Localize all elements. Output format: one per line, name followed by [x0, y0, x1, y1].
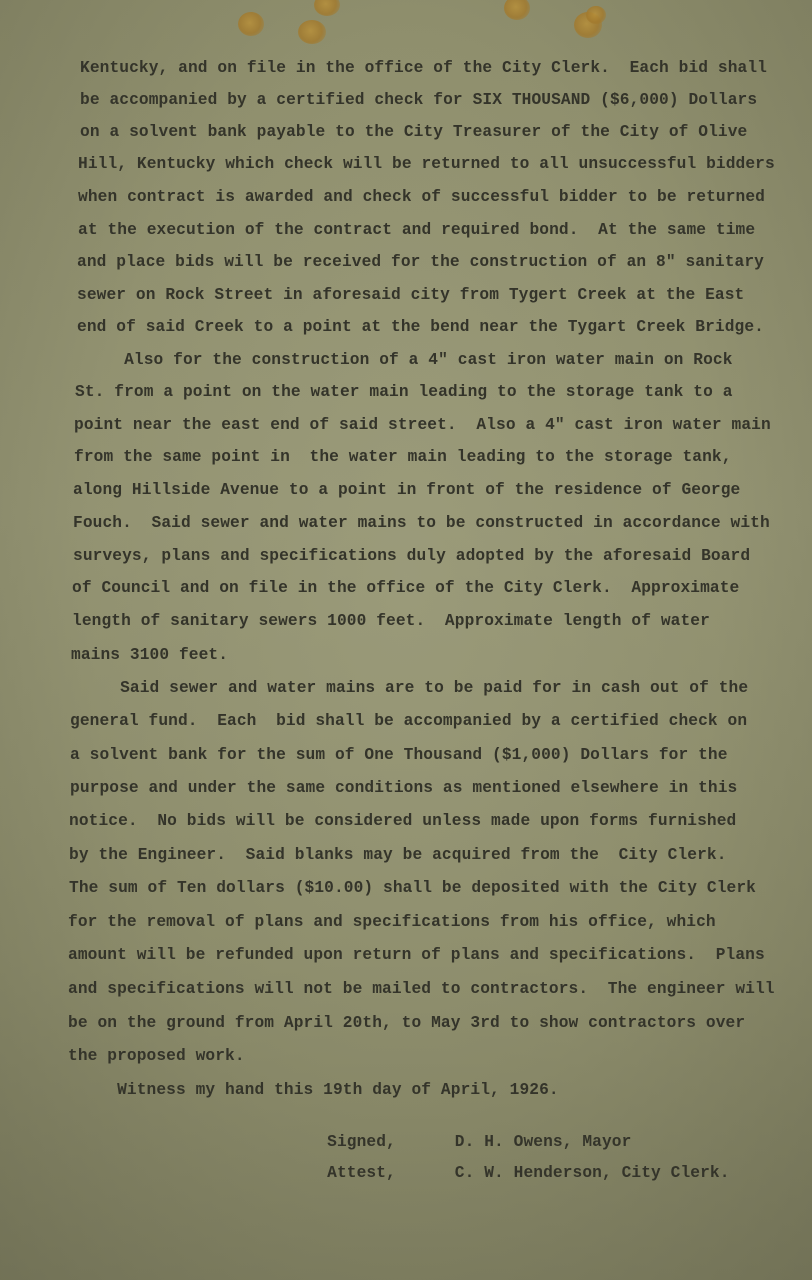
text-line: from the same point in the water main leading to the storage tank,	[74, 448, 732, 466]
text-line: of Council and on file in the office of the City Clerk. Approximate	[72, 579, 740, 597]
text-line: a solvent bank for the sum of One Thousand ($1,000) Dollars for the	[70, 746, 728, 764]
rust-stain	[298, 20, 326, 44]
text-line: when contract is awarded and check of successful bidder to be returned	[78, 188, 765, 206]
text-line: Kentucky, and on file in the office of the City Clerk. Each bid shall	[80, 59, 767, 77]
text-line: notice. No bids will be considered unless made upon forms furnished	[69, 812, 737, 830]
text-line: length of sanitary sewers 1000 feet. Approximate length of water	[72, 612, 710, 630]
text-line: for the removal of plans and specifications from his office, which	[68, 913, 716, 931]
text-line: Witness my hand this 19th day of April, 1926.	[68, 1081, 559, 1099]
text-line: and place bids will be received for the construction of an 8" sanitary	[77, 253, 764, 271]
text-line: at the execution of the contract and required bond. At the same time	[78, 221, 756, 239]
rust-stain	[314, 0, 340, 16]
text-line: The sum of Ten dollars ($10.00) shall be deposited with the City Clerk	[69, 879, 756, 897]
text-line: general fund. Each bid shall be accompanied by a certified check on	[70, 712, 748, 730]
text-line: Hill, Kentucky which check will be returned to all unsuccessful bidders	[78, 155, 775, 173]
text-line: St. from a point on the water main leading to the storage tank to a	[75, 383, 733, 401]
text-line: by the Engineer. Said blanks may be acquired from the City Clerk.	[69, 846, 727, 864]
text-line: the proposed work.	[68, 1047, 245, 1065]
rust-stain	[504, 0, 530, 20]
text-line: and specifications will not be mailed to contractors. The engineer will	[68, 980, 775, 998]
text-line: along Hillside Avenue to a point in front of the residence of George	[73, 481, 741, 499]
signature-line: Signed, D. H. Owens, Mayor	[72, 1133, 632, 1151]
text-line: point near the east end of said street. Also a 4" cast iron water main	[74, 416, 771, 434]
text-line: sewer on Rock Street in aforesaid city from Tygert Creek at the East	[77, 286, 745, 304]
text-line: surveys, plans and specifications duly adopted by the aforesaid Board	[73, 547, 751, 565]
text-line: Said sewer and water mains are to be paid for in cash out of the	[71, 679, 749, 697]
text-line: be on the ground from April 20th, to May 3rd to show contractors over	[68, 1014, 746, 1032]
text-line: Also for the construction of a 4" cast iron water main on Rock	[75, 351, 733, 369]
text-line: be accompanied by a certified check for SIX THOUSAND ($6,000) Dollars	[80, 91, 758, 109]
signature-line: Attest, C. W. Henderson, City Clerk.	[72, 1164, 730, 1182]
text-line: Fouch. Said sewer and water mains to be constructed in accordance with	[73, 514, 770, 532]
rust-stain	[238, 12, 264, 36]
text-line: on a solvent bank payable to the City Treasurer of the City of Olive	[80, 123, 748, 141]
text-line: mains 3100 feet.	[71, 646, 229, 664]
rust-stain	[586, 6, 606, 24]
text-line: end of said Creek to a point at the bend near the Tygart Creek Bridge.	[77, 318, 764, 336]
text-line: purpose and under the same conditions as mentioned elsewhere in this	[70, 779, 738, 797]
text-line: amount will be refunded upon return of plans and specifications. Plans	[68, 946, 765, 964]
